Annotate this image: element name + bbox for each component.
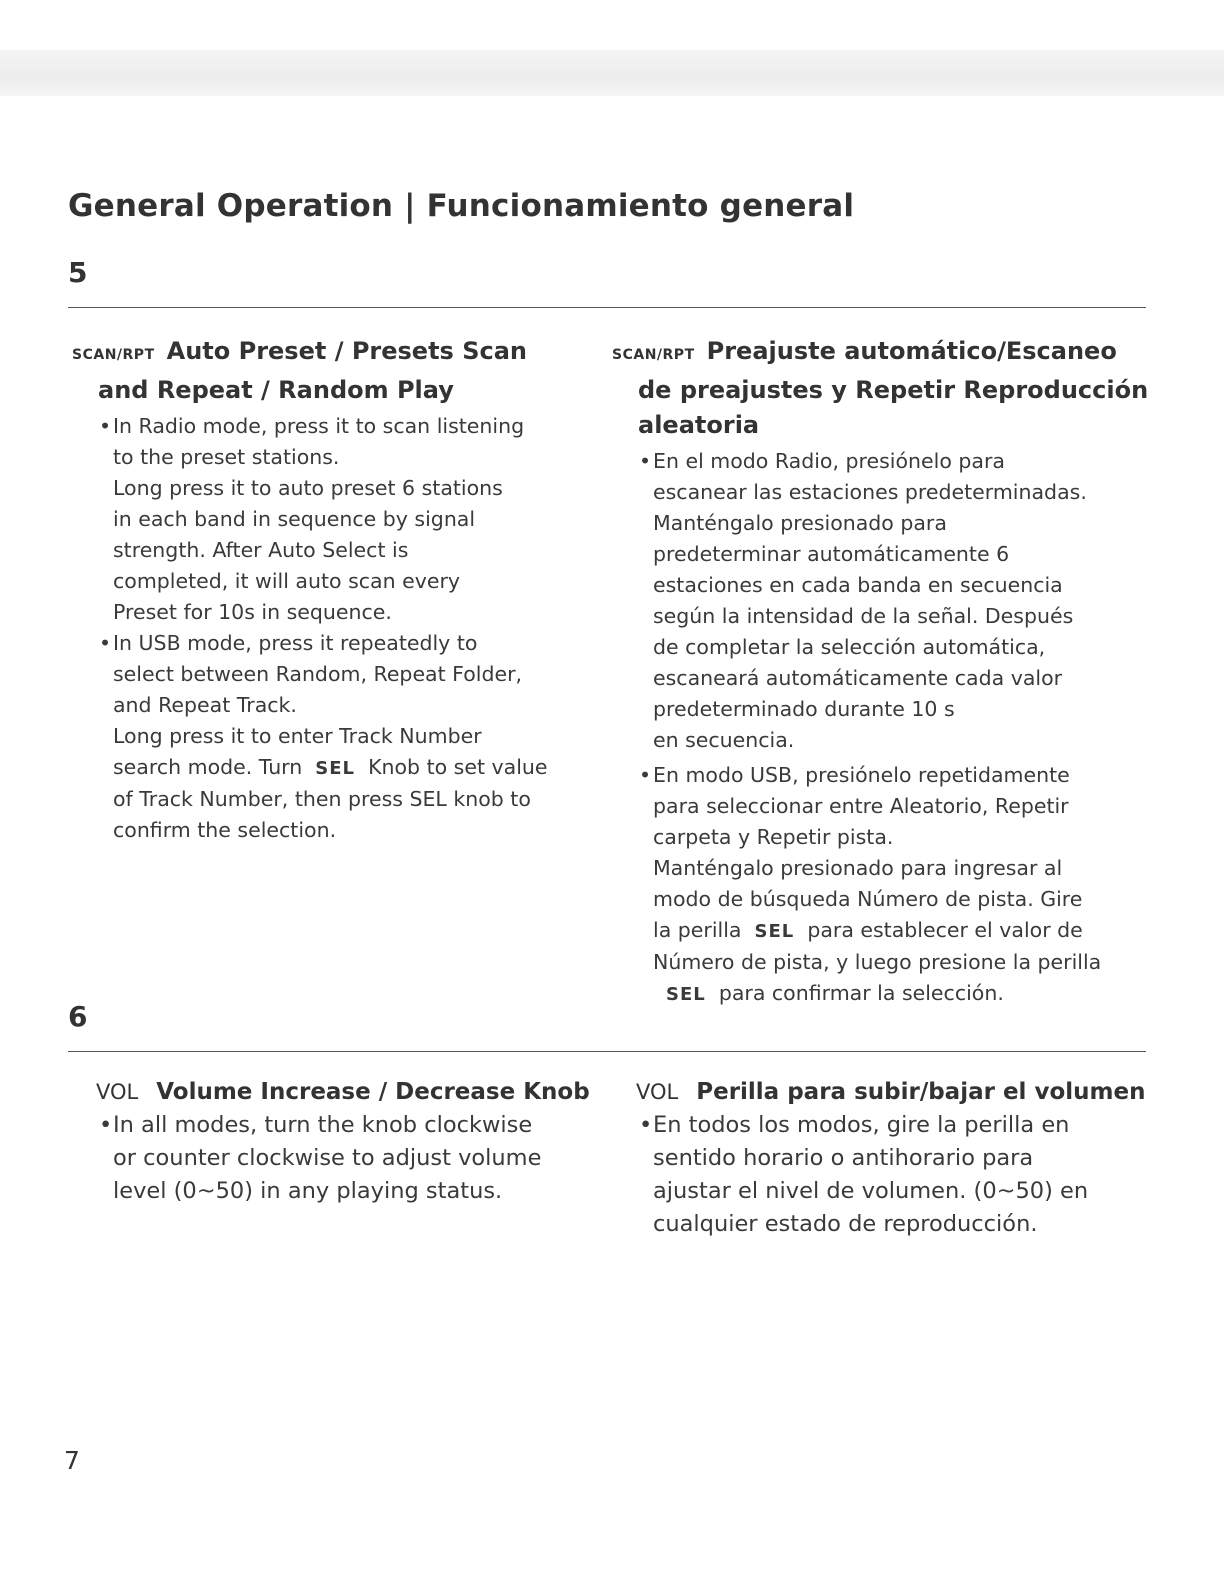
text-line: predeterminar automáticamente 6	[653, 542, 1010, 566]
text-line: and Repeat Track.	[113, 693, 297, 717]
bullet-radio-en: • In Radio mode, press it to scan listening	[99, 414, 525, 438]
section-divider-6	[68, 1051, 1146, 1052]
vol-label-en: VOL	[96, 1080, 139, 1104]
text-line: confirm the selection.	[113, 818, 337, 842]
text-line-sel-es-2: SEL para confirmar la selección.	[666, 981, 1004, 1005]
text-line: select between Random, Repeat Folder,	[113, 662, 523, 686]
bullet-usb-en: • In USB mode, press it repeatedly to	[99, 631, 478, 655]
text-line: predeterminado durante 10 s	[653, 697, 955, 721]
text-line: Long press it to auto preset 6 stations	[113, 476, 503, 500]
page-number: 7	[64, 1446, 80, 1475]
text-line: ajustar el nivel de volumen. (0~50) en	[653, 1178, 1089, 1204]
vol-heading-en	[96, 1076, 606, 1109]
text-line: de completar la selección automática,	[653, 635, 1046, 659]
section6-english-column	[96, 1076, 606, 1208]
section6-spanish-column	[636, 1076, 1176, 1241]
sel-label: SEL	[315, 758, 356, 779]
text-line: Long press it to enter Track Number	[113, 724, 482, 748]
bullet-vol-en: • In all modes, turn the knob clockwise	[99, 1112, 533, 1138]
section5-english-column	[72, 334, 602, 846]
text-line: Manténgalo presionado para	[653, 511, 947, 535]
text-line: cualquier estado de reproducción.	[653, 1211, 1038, 1237]
text-line: según la intensidad de la señal. Después	[653, 604, 1074, 628]
scan-rpt-heading-en	[72, 334, 602, 373]
bullet-usb-es: • En modo USB, presiónelo repetidamente	[639, 763, 1070, 787]
bullet-vol-es: • En todos los modos, gire la perilla en	[639, 1112, 1070, 1138]
vol-heading-es	[636, 1076, 1176, 1109]
page-title: General Operation | Funcionamiento general	[68, 188, 855, 224]
text-line: to the preset stations.	[113, 445, 340, 469]
sel-label: SEL	[754, 921, 795, 942]
text-line-sel-en: search mode. Turn SEL Knob to set value	[113, 755, 548, 779]
text-line: modo de búsqueda Número de pista. Gire	[653, 887, 1083, 911]
text-line: of Track Number, then press SEL knob to	[113, 787, 531, 811]
heading-line-2-en: and Repeat / Random Play	[98, 376, 454, 404]
bullet-radio-es: • En el modo Radio, presiónelo para	[639, 449, 1005, 473]
text-line: escaneará automáticamente cada valor	[653, 666, 1063, 690]
text-line: carpeta y Repetir pista.	[653, 825, 894, 849]
section5-spanish-column	[612, 334, 1172, 1010]
text-line: Manténgalo presionado para ingresar al	[653, 856, 1063, 880]
scan-rpt-heading-es	[612, 334, 1172, 373]
scan-artifact-band	[0, 50, 1224, 96]
text-line: escanear las estaciones predeterminadas.	[653, 480, 1087, 504]
heading-line-2-es: de preajustes y Repetir Reproducción	[638, 376, 1149, 404]
text-line: Número de pista, y luego presione la perilla	[653, 950, 1102, 974]
section-number-6: 6	[68, 1000, 88, 1033]
text-line: para seleccionar entre Aleatorio, Repetir	[653, 794, 1069, 818]
section-divider-5	[68, 307, 1146, 308]
heading-line-1-en: Auto Preset / Presets Scan	[166, 337, 527, 365]
text-line: Preset for 10s in sequence.	[113, 600, 392, 624]
text-line-sel-es-1: la perilla SEL para establecer el valor de	[653, 918, 1083, 942]
text-line: sentido horario o antihorario para	[653, 1145, 1034, 1171]
vol-heading-text-es: Perilla para subir/bajar el volumen	[696, 1079, 1146, 1105]
text-line: estaciones en cada banda en secuencia	[653, 573, 1063, 597]
vol-heading-text-en: Volume Increase / Decrease Knob	[156, 1079, 590, 1105]
heading-line-3-es: aleatoria	[638, 411, 760, 439]
vol-label-es: VOL	[636, 1080, 679, 1104]
text-line: en secuencia.	[653, 728, 795, 752]
heading-line-1-es: Preajuste automático/Escaneo	[706, 337, 1117, 365]
text-line: level (0~50) in any playing status.	[113, 1178, 503, 1204]
scan-rpt-label-es: SCAN/RPT	[612, 347, 695, 363]
section-number-5: 5	[68, 256, 88, 289]
sel-label: SEL	[666, 984, 706, 1005]
text-line: completed, it will auto scan every	[113, 569, 461, 593]
text-line: in each band in sequence by signal	[113, 507, 476, 531]
text-line: or counter clockwise to adjust volume	[113, 1145, 542, 1171]
scan-rpt-label-en: SCAN/RPT	[72, 347, 155, 363]
text-line: strength. After Auto Select is	[113, 538, 409, 562]
